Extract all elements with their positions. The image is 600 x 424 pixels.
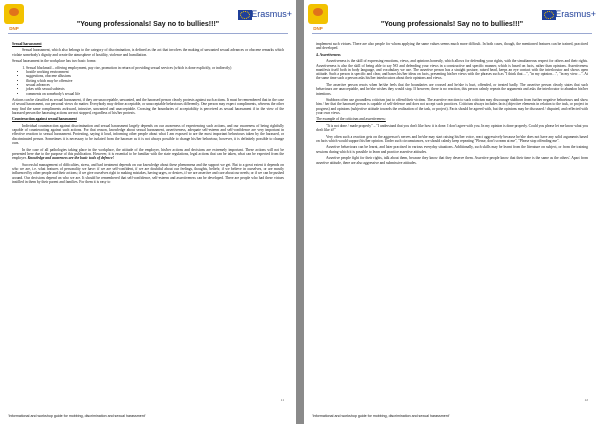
document-page-left bbox=[0, 0, 296, 424]
paragraph bbox=[12, 148, 284, 161]
list-item: • hostile working environment bbox=[26, 70, 284, 74]
section-heading: Sexual harassment bbox=[12, 42, 42, 46]
list-item: • flirting which may be offensive bbox=[26, 79, 284, 83]
paragraph: Assertiveness is the skill of expressing emotions, views, and opinions honestly, which allows for defending your rights, with the simultaneous respect for others and their rights. Assertiveness is also the skill of being able to say NO and defending your views in a constructive and specific manner, which is based on facts, rather than opinions. Assertiveness manifests itself both in body language, and vocabulary we use. The assertive person has a straight posture, raised head, keeps an eye contact with the interlocutor and shows open attitude. Such a person is specific and clear, and bases his/her ideas on facts, presenting his/her views with the phrases such as "I think that…", "in my opinion…", "in my view…". At the same time such a person asks his/her interlocutors about their opinions and views. bbox=[316, 59, 588, 81]
paragraph: Successful management of difficulties, stress, and bad treatment depends on our knowledge about these phenomena and the support we get. But to a great extent it depends on who we are, i.e. what features of personality we have: if we are self-confident, if we are doubtful about our feelings, thoughts, beliefs; if we believe in ourselves, or are mostly influenced by other people and their actions; if we give ourselves right to making mistakes, having urges, or desires, if we are assertive and care about our needs; or if we can be pushed around. Our decisions depend on who we are. It should be remembered that self-confidence, self-esteem and assertiveness can be developed. There are people who had these virtues instilled in them by their parent and families. For them it is easy to bbox=[12, 162, 284, 184]
header-divider bbox=[312, 33, 592, 34]
paragraph: "It is not done / made properly" – "I understand that you don't like how it is done. I don't agree with you. In my opinion is done properly. Could you please let me know what you don't like it?" bbox=[316, 123, 588, 133]
paragraph: Individual counteraction against discrimination and sexual harassment largely depends on our awareness of experiencing such actions, and our awareness of being rightfully capable of counteracting against such actions. For that reason, knowledge about sexual harassment, assertiveness, adequate self-esteem and self-confidence are very important in effective reaction to sexual harassment. Protesting, saying it loud, informing other people about what I am exposed to are the most important behaviours taken by the harassed, or discriminated person. Sometimes it is necessary to be isolated from the harasser as it is not always possible to change his/her behaviour, however, it is definitely possible to change ours. bbox=[12, 123, 284, 146]
paragraph: Sexual harassment in the workplace has two basic forms: bbox=[12, 59, 97, 64]
eu-flag-icon bbox=[238, 10, 252, 20]
paragraph: Assertive people fight for their rights, talk about them, because they know that they deserve them. Assertive people know that their time is the same as the others'. Apart from assertive attitude, there are also aggressive and submissive attitudes. bbox=[316, 156, 588, 165]
example-heading: The example of the criticism and assertiveness: bbox=[316, 117, 386, 122]
eu-flag-icon bbox=[542, 10, 556, 20]
document-page-right bbox=[304, 0, 600, 424]
page-body bbox=[316, 42, 588, 396]
paragraph: Assertive behaviours can be learnt, and later practised in various everyday situations. Additionally, such skills may be learnt from the literature on subject, or from the training sessions during which it is possible to learn and practice assertive attitudes. bbox=[316, 145, 588, 154]
page-footer: 'Informational and workshop guide for mobbing, discrimination and sexual harassment' bbox=[8, 414, 146, 418]
header-divider bbox=[8, 33, 288, 34]
section-heading: 4. Assertiveness bbox=[316, 52, 341, 57]
section-heading: Counteraction against sexual harassment bbox=[12, 117, 77, 122]
paragraph: implement such virtues. There are also people for whom applying the same values seems much more difficult. In both cases, though, the mentioned features can be trained, practiced and developed. bbox=[316, 42, 588, 51]
logo-text: DNP bbox=[9, 26, 19, 31]
header-title: "Young professionals! Say no to bullies!!!" bbox=[380, 21, 524, 28]
page-header bbox=[0, 0, 296, 40]
page-number: 12 bbox=[584, 398, 588, 402]
list-item: 1. Sexual blackmail – offering employment, pay rise, promotion in return of providing sexual services (which is done explicitly, or indirectly) bbox=[26, 66, 284, 70]
list-item: • comments on somebody's sexual life bbox=[26, 92, 284, 96]
list-item: • jokes with sexual subtexts bbox=[26, 87, 284, 91]
paragraph: Actions can be classified as sexual harassment, if they are unacceptable, unwanted, and the harassed person clearly protests against such actions. It must be remembered that in the case of sexual harassment, our personal views do matter. Everybody may define acceptable, or unacceptable behaviours differently. One person may expect compliments, whereas the other may find the same compliments awkward, intrusive, unwanted and unacceptable. Crossing the boundaries of acceptability is perceived as sexual harassment if in the view of the harassed person the harassing actions are not stopped, regardless of his/her protests. bbox=[12, 98, 284, 115]
emphasis-text: Knowledge and awareness are the basic tools of defence! bbox=[27, 156, 115, 161]
list-item: • suggestions, obscene allusions bbox=[26, 74, 284, 78]
page-header bbox=[304, 0, 600, 40]
paragraph: Stubborn often use groundless criticism just to offend their victims. The assertive reaction to such criticism may discourage stubborn from further negative behaviours and show him / her that the harassed person is capable of self-defence and does not accept such practices. Criticism always includes facts (objective elements in relation to the task, or project in progress) and opinions (subjective attitude towards the realization of the task, or project). Facts should be agreed with, but the opinions may be discussed / disputed, and reflected with your own views. bbox=[316, 98, 588, 115]
paragraph: Sexual harassment, which also belongs to the category of discrimination, is defined as the act that involves the making of unwanted sexual advances or obscene remarks which violate somebody's dignity and create the atmosphere of hostility, violence and humiliation. bbox=[12, 48, 284, 57]
page-footer: 'Informational and workshop guide for mobbing, discrimination and sexual harassment' bbox=[312, 414, 450, 418]
erasmus-logo-text: Erasmus+ bbox=[555, 9, 596, 19]
header-title: "Young professionals! Say no to bullies!!!" bbox=[76, 21, 220, 28]
paragraph: The assertive person reacts when he/she feels that the boundaries are crossed and he/she is hurt, offended, or treated badly. The assertive person clearly states that such behaviours are unacceptable, and he/she wishes they would stop. If however, there is no reaction, this person calmly repeats the arguments and asks the interlocutor to abandon his/her intentions. bbox=[316, 82, 588, 96]
list-item: • sexual advances bbox=[26, 83, 284, 87]
bullet-list bbox=[12, 66, 284, 96]
paragraph-text: In the case of all pathologies taking place in the workplace, the attitude of the employer, his/her actions and decisions are extremely important. These actions will not be presented here due to the purpose of this publication. However, it is essential to be familiar with the state regulations, legal actions that can be taken, what can be expected from the employer. bbox=[12, 147, 284, 161]
paragraph: Very often such a reaction gets on the aggressor's nerves and he/she may start raising his/her voice, react aggressively because he/she does not have any solid arguments based on facts which would support his/her opinion. Under such circumstances, we should calmly keep repeating "Please, don't scream at me", "Please stop offending me". bbox=[316, 134, 588, 143]
page-number: 11 bbox=[280, 398, 284, 402]
erasmus-logo-text: Erasmus+ bbox=[251, 9, 292, 19]
logo-text: DNP bbox=[313, 26, 323, 31]
page-body bbox=[12, 42, 284, 396]
